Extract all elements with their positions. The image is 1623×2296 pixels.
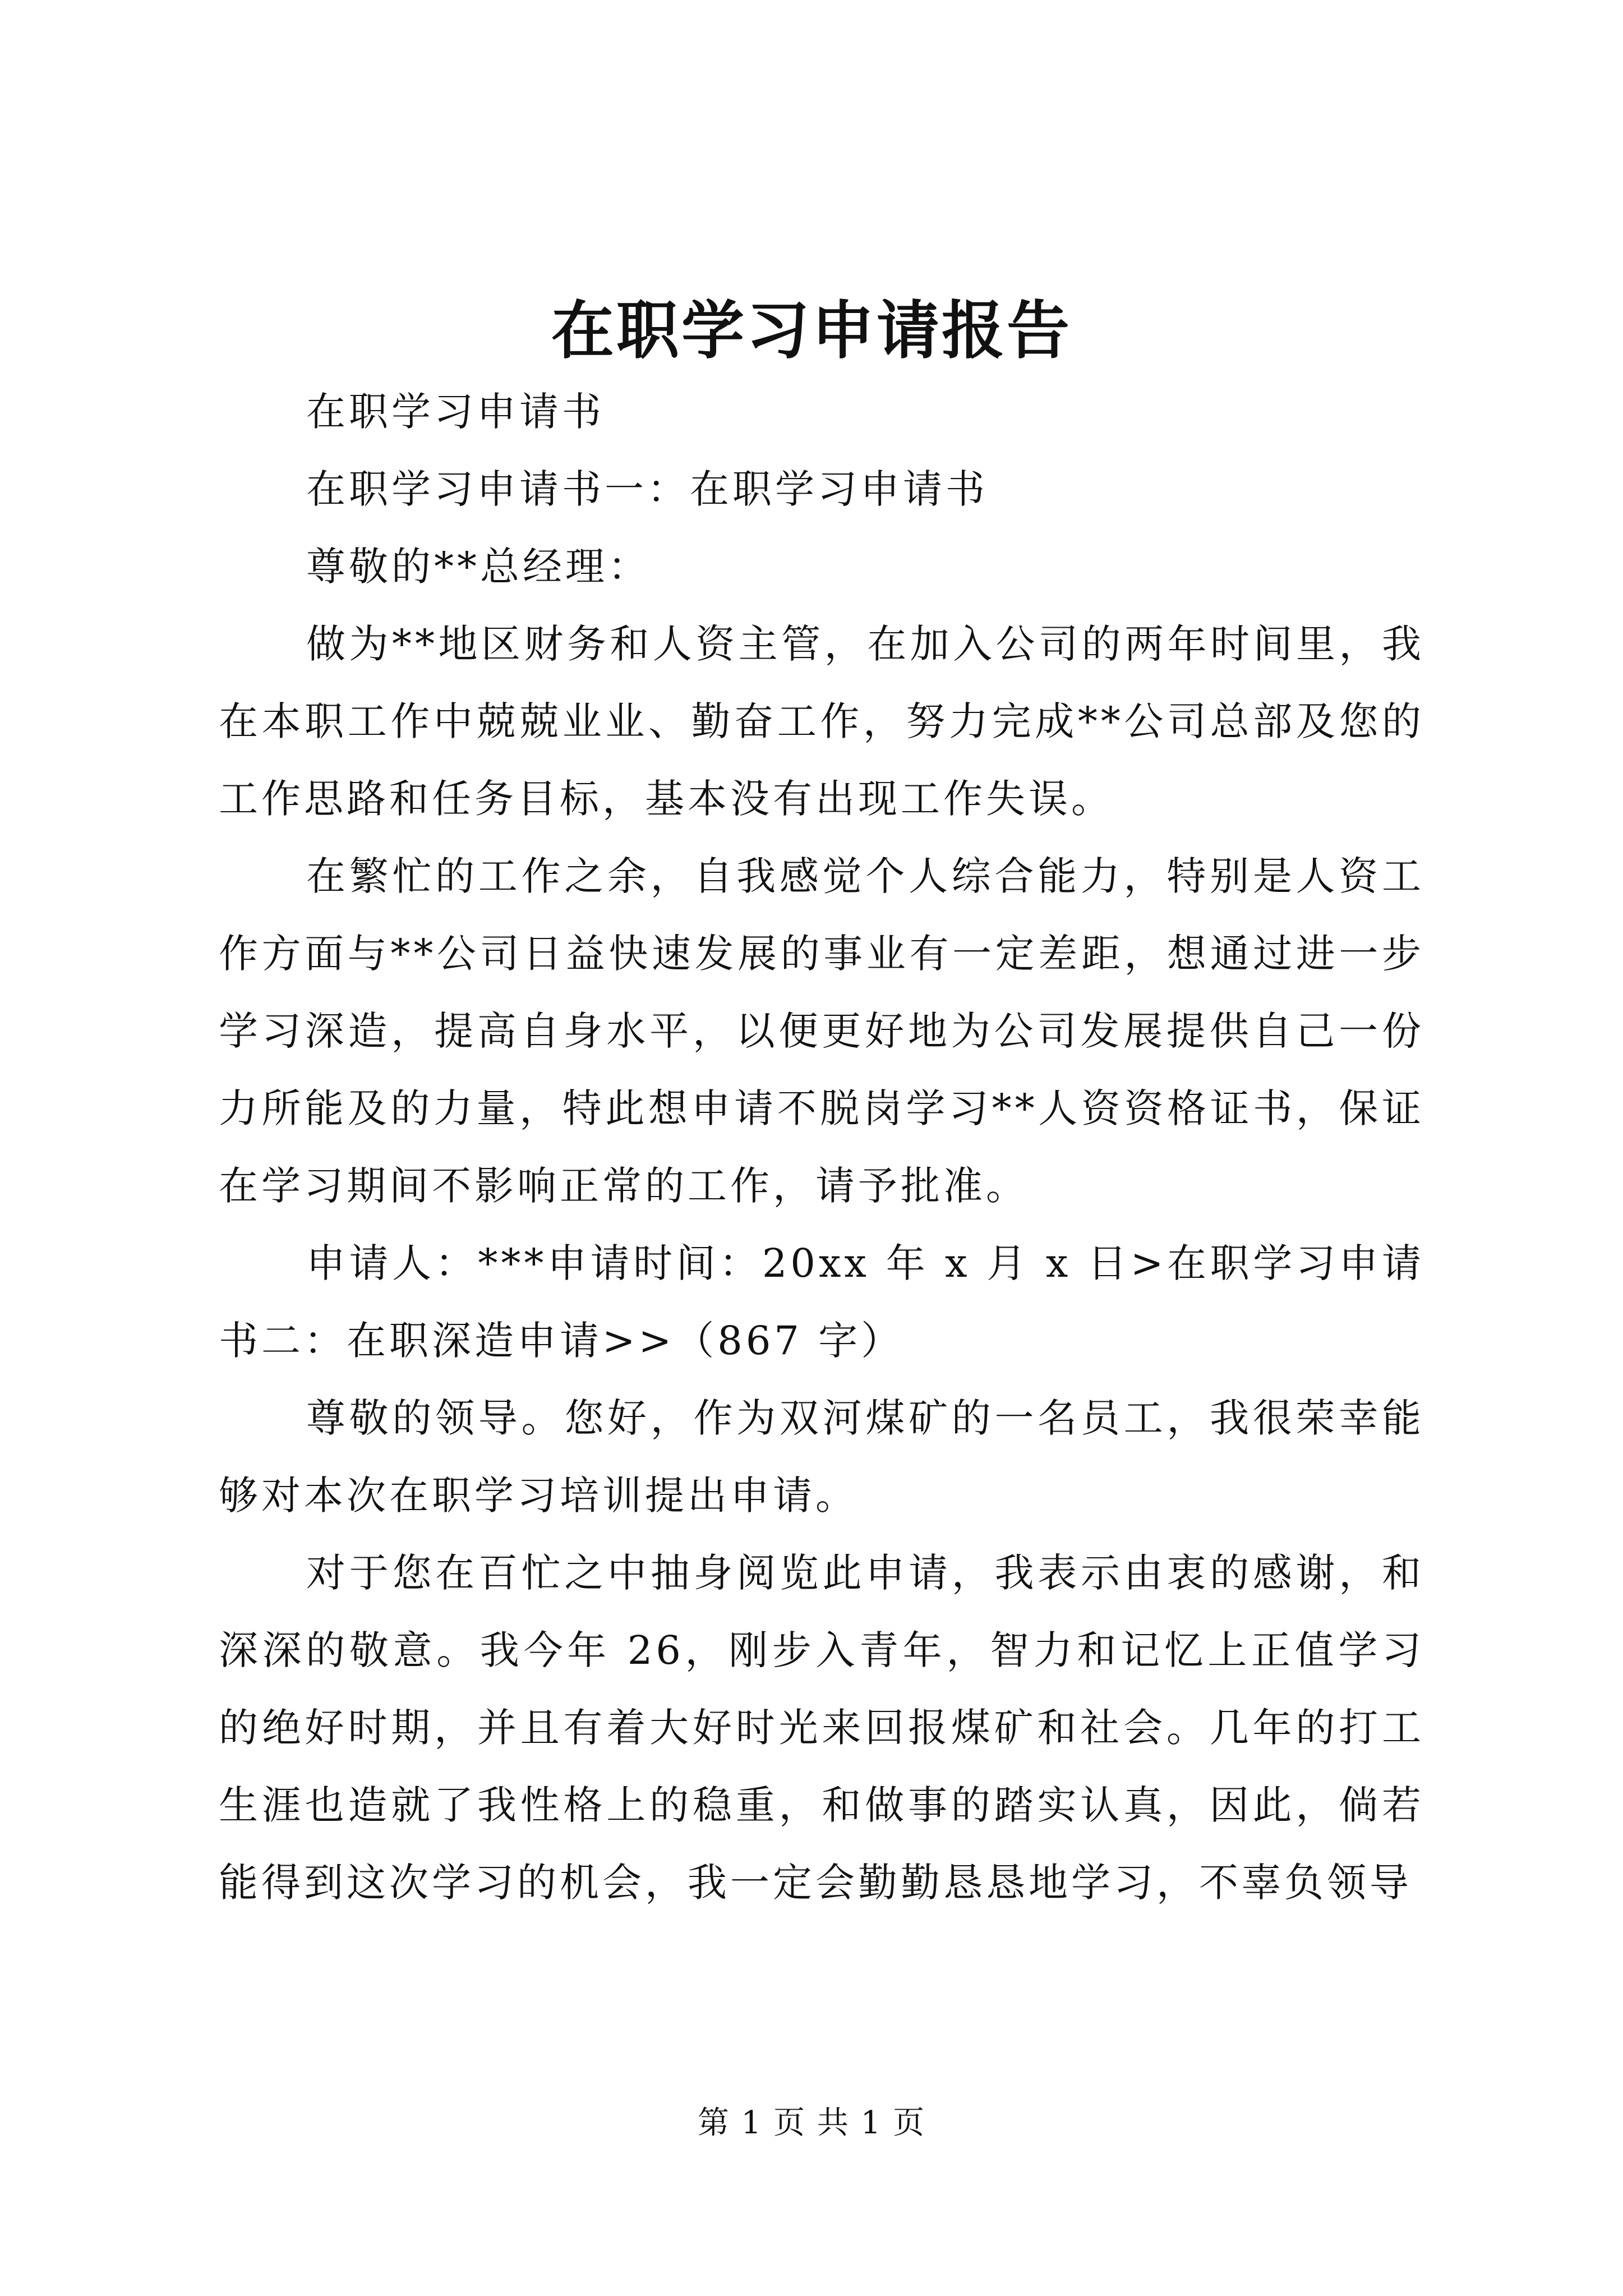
paragraph: 做为**地区财务和人资主管，在加入公司的两年时间里，我在本职工作中兢兢业业、勤奋工作，努力完成**公司总部及您的工作思路和任务目标，基本没有出现工作失误。 — [219, 621, 1424, 822]
paragraph: 尊敬的**总经理： — [306, 544, 651, 590]
document-body — [219, 373, 1424, 1921]
paragraph: 尊敬的领导。您好，作为双河煤矿的一名员工，我很荣幸能够对本次在职学习培训提出申请。 — [219, 1395, 1424, 1519]
paragraph: 在职学习申请书 — [306, 389, 605, 435]
document-title: 在职学习申请报告 — [551, 294, 1072, 367]
page-footer: 第 1 页 共 1 页 — [697, 2105, 926, 2141]
paragraph: 对于您在百忙之中抽身阅览此申请，我表示由衷的感谢，和深深的敬意。我今年 26，刚步入青年，智力和记忆上正值学习的绝好时期，并且有着大好时光来回报煤矿和社会。几年的打工生涯也造就了我性格上的稳重，和做事的踏实认真，因此，倘若能得到这次学习的机会，我一定会勤勤恳恳地学习，不辜负领导 — [219, 1550, 1424, 1906]
paragraph: 在繁忙的工作之余，自我感觉个人综合能力，特别是人资工作方面与**公司日益快速发展的事业有一定差距，想通过进一步学习深造，提高自身水平，以便更好地为公司发展提供自己一份力所能及的力量，特此想申请不脱岗学习**人资资格证书，保证在学习期间不影响正常的工作，请予批准。 — [219, 853, 1424, 1209]
paragraph: 在职学习申请书一：在职学习申请书 — [306, 466, 988, 512]
paragraph: 申请人：***申请时间：20xx 年 x 月 x 日>在职学习申请书二：在职深造申请>>（867 字） — [219, 1240, 1424, 1364]
